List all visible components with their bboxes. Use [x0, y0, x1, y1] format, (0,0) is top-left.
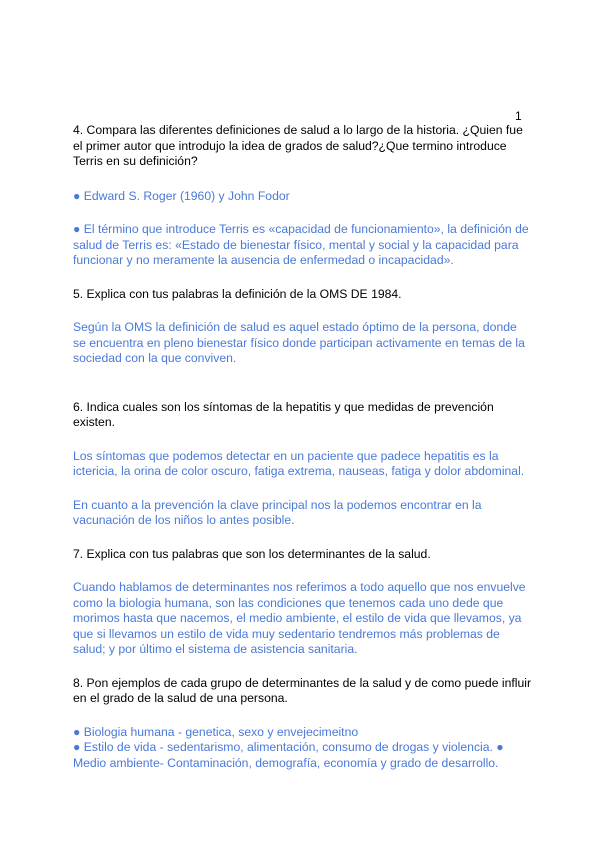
answer-6-prevention	[73, 498, 533, 529]
section-5	[73, 287, 533, 367]
question-line: 4. Compara las diferentes definiciones de salud a lo largo de la historia. ¿Quien fue	[73, 123, 523, 137]
question-line: existen.	[73, 415, 116, 429]
section-6	[73, 400, 533, 529]
answer-line: En cuanto a la prevención la clave principal nos la podemos encontrar en la	[73, 497, 482, 512]
question-line: Terris en su definición?	[73, 154, 198, 168]
answer-5	[73, 320, 533, 367]
document-content	[73, 123, 533, 771]
answer-line: funcionar y no meramente la ausencia de enfermedad o incapacidad».	[73, 253, 454, 267]
answer-line: Cuando hablamos de determinantes nos referimos a todo aquello que nos envuelve	[73, 580, 526, 594]
question-line: 5. Explica con tus palabras la definición de la OMS DE 1984.	[73, 286, 402, 301]
question-line: 7. Explica con tus palabras que son los determinantes de la salud.	[73, 546, 431, 561]
answer-line: se encuentra en pleno bienestar físico donde participan activamente en temas de la	[73, 335, 525, 350]
question-line: en el grado de la salud de una persona.	[73, 691, 288, 705]
answer-line: Según la OMS la definición de salud es aquel estado óptimo de la persona, donde	[73, 320, 517, 334]
answer-line: sociedad con la que conviven.	[73, 351, 237, 365]
answer-6-symptoms	[73, 449, 533, 480]
page-number: 1	[515, 109, 522, 123]
answer-8-list	[73, 725, 533, 772]
answer-line: como la biologia humana, son las condiciones que tenemos cada uno dede que	[73, 595, 504, 610]
answer-line: que si llevamos un estilo de vida muy sedentario tendremos más problemas de	[73, 626, 500, 641]
section-7	[73, 547, 533, 658]
answer-line: morimos hasta que nacemos, el medio ambiente, el estilo de vida que llevamos, ya	[73, 611, 522, 625]
question-8	[73, 676, 533, 707]
section-4	[73, 123, 533, 269]
answer-7	[73, 580, 533, 658]
answer-4-bullet-1	[73, 189, 533, 205]
question-5	[73, 287, 533, 303]
question-line: 6. Indica cuales son los síntomas de la hepatitis y que medidas de prevención	[73, 399, 494, 414]
question-7	[73, 547, 533, 563]
answer-line: Los síntomas que podemos detectar en un paciente que padece hepatitis es la	[73, 448, 499, 463]
question-line: el primer autor que introdujo la idea de grados de salud?¿Que termino introduce	[73, 138, 507, 153]
section-8	[73, 676, 533, 772]
question-6	[73, 400, 533, 431]
question-line: 8. Pon ejemplos de cada grupo de determinantes de la salud y de como puede influir	[73, 675, 532, 690]
question-4	[73, 123, 533, 170]
answer-4-bullet-2	[73, 222, 533, 269]
answer-line: ● Biologia humana - genetica, sexo y envejecimeitno	[73, 724, 359, 739]
answer-line: ● El término que introduce Terris es «capacidad de funcionamiento», la definición de	[73, 222, 529, 236]
answer-line: salud; y por último el sistema de asistencia sanitaria.	[73, 642, 358, 656]
answer-line: ● Estilo de vida - sedentarismo, alimentación, consumo de drogas y violencia. ●	[73, 740, 504, 754]
answer-line: ictericia, la orina de color oscuro, fatiga extrema, nauseas, fatiga y dolor abdominal.	[73, 464, 525, 478]
answer-line: vacunación de los niños lo antes posible.	[73, 513, 295, 527]
answer-line: Medio ambiente- Contaminación, demografía, economía y grado de desarrollo.	[73, 755, 499, 770]
answer-line: ● Edward S. Roger (1960) y John Fodor	[73, 188, 290, 203]
answer-line: salud de Terris es: «Estado de bienestar físico, mental y social y la capacidad para	[73, 237, 519, 252]
